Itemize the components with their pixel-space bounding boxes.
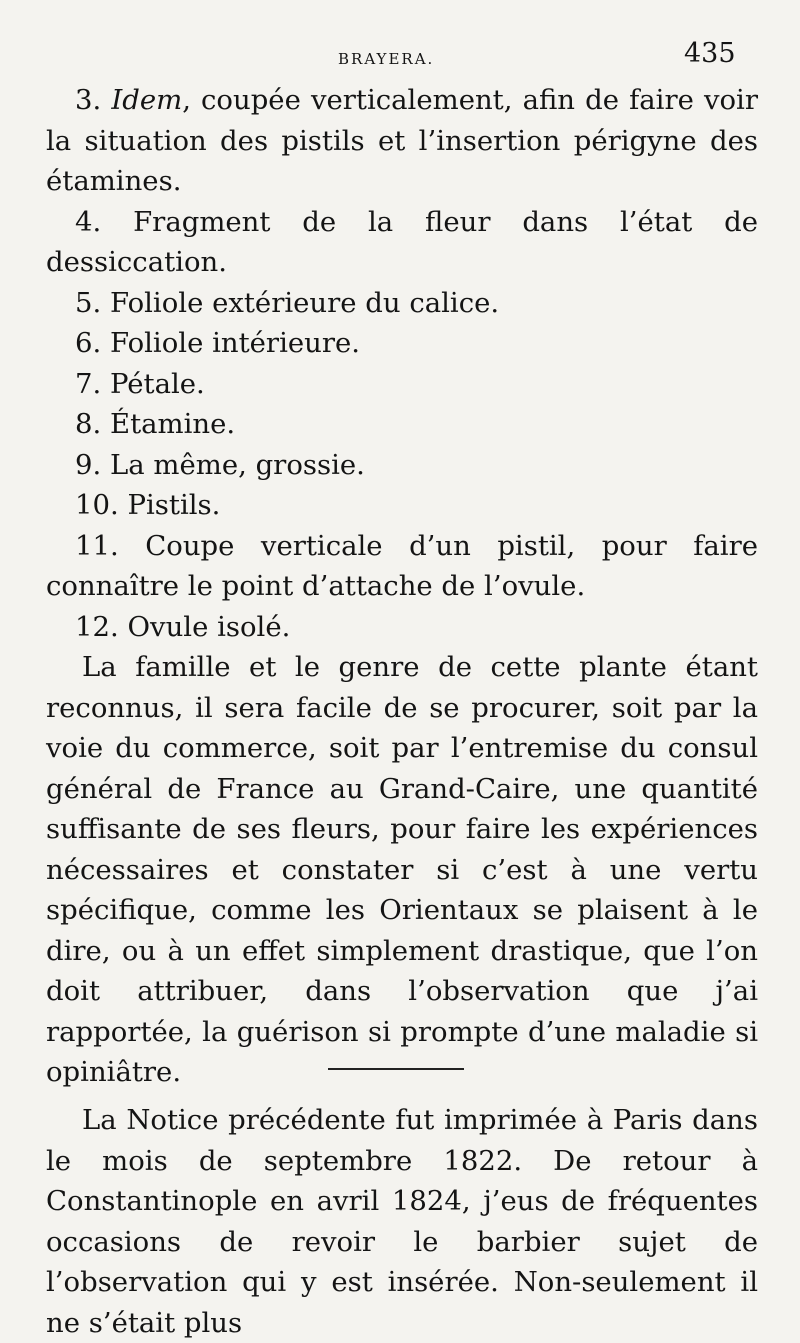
legend-item-8: 8. Étamine. <box>75 408 236 440</box>
paragraph-famille: La famille et le genre de cette plante étant reconnus, il sera facile de se procurer, soit par la voie du commerce, soit par l’entremise du consul général de France au Grand-Caire, une quantité suffisante de ses fleurs, pour faire les expériences nécessaires et constater si c’est à une vertu spécifique, comme les Orientaux se plaisent à le dire, ou à un effet simplement drastique, que l’on doit attribuer, dans l’observation que j’ai rapportée, la guérison si prompte d’une maladie si opiniâtre. <box>46 651 758 1088</box>
paragraph-notice: La Notice précédente fut imprimée à Paris dans le mois de septembre 1822. De retour à Constantinople en avril 1824, j’eus de fréquentes occasions de revoir le barbier sujet de l’observation qui y est insérée. Non-seulement il ne s’était plus <box>46 1104 758 1339</box>
legend-item-9: 9. La même, grossie. <box>75 448 365 481</box>
legend-item-4: 4. Fragment de la fleur dans l’état de dessiccation. <box>46 205 758 278</box>
running-title: BRAYERA. <box>338 50 435 68</box>
legend-item-7: 7. Pétale. <box>75 367 205 400</box>
legend-item-11: 11. Coupe verticale d’un pistil, pour faire connaître le point d’attache de l’ovule. <box>46 529 759 602</box>
page-number: 435 <box>684 38 736 69</box>
section-divider <box>328 1068 464 1070</box>
notice-text <box>46 1100 758 1343</box>
legend-item-6: 6. Foliole intérieure. <box>75 327 361 359</box>
legend-item-5: 5. Foliole extérieure du calice. <box>75 286 500 319</box>
figure-legend <box>46 80 758 1093</box>
page-header <box>0 36 800 76</box>
legend-item-12: 12. Ovule isolé. <box>75 610 291 643</box>
legend-item-10: 10. Pistils. <box>75 489 221 521</box>
legend-item-3: 3. Idem, coupée verticalement, afin de faire voir la situation des pistils et l’insertion périgyne des étamines. <box>46 84 759 197</box>
